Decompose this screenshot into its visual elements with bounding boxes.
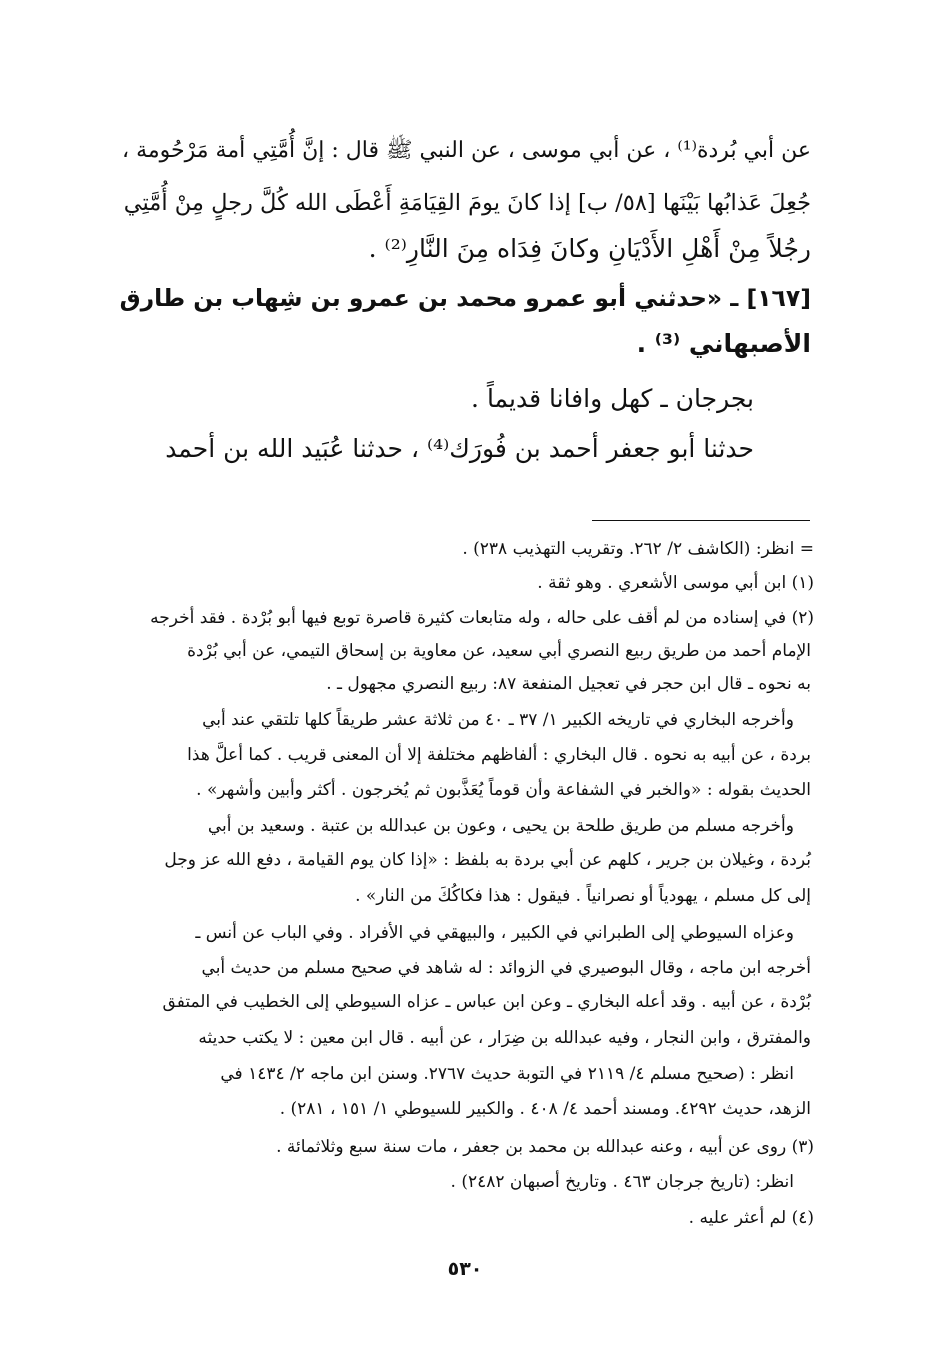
footnote-2-line: الحديث بقوله : «والخبر في الشفاعة وأن قوماً يُعَذَّبون ثم يُخرجون . أكثر وأبين وأشهر» . xyxy=(196,780,811,800)
footnote-2-line: وأخرجه مسلم من طريق طلحة بن يحيى ، وعون بن عبدالله بن عتبة . وسعيد بن أبي xyxy=(207,816,794,836)
footnote-2-line: انظر : (صحيح مسلم ٤/ ٢١١٩ في التوبة حديث ٢٧٦٧. وسنن ابن ماجه ٢/ ١٤٣٤ في xyxy=(220,1064,794,1084)
footnote-2-line: الزهد، حديث ٤٢٩٢. ومسند أحمد ٤/ ٤٠٨ . والكبير للسيوطي ١/ ١٥١ ، ٢٨١) . xyxy=(279,1099,811,1119)
footnote-3-source: انظر: (تاريخ جرجان ٤٦٣ . وتاريخ أصبهان ٢٤٨٢) . xyxy=(450,1172,794,1192)
footnote-2-line: إلى كل مسلم ، يهودياً أو نصرانياً . فيقول : هذا فكاكُكَ من النار» . xyxy=(355,886,811,906)
entry-description: بجرجان ـ كهل وافانا قديماً . xyxy=(471,384,754,413)
page-number: ٥٣٠ xyxy=(447,1258,483,1280)
footnote-2-line: والمفترق ، وابن النجار ، وفيه عبدالله بن ضِرَار ، عن أبيه . قال ابن معين : لا يكتب حديثه xyxy=(198,1028,811,1048)
main-text-line-1: عن أبي بُردة⁽¹⁾ ، عن أبي موسى ، عن النبي ﷺ قال : إنَّ أُمَّتِي أمة مَرْحُومة ، xyxy=(121,138,811,163)
footnote-2-line: (٢) في إسناده من لم أقف على حاله ، وله متابعات كثيرة قاصرة توبع فيها أبو بُرْدة . فقد أخرجه xyxy=(150,608,814,628)
entry-isnad: حدثنا أبو جعفر أحمد بن فُورَك⁽⁴⁾ ، حدثنا عُبَيد الله بن أحمد xyxy=(165,434,754,463)
entry-heading-line-1: [١٦٧] ـ «حدثني أبو عمرو محمد بن عمرو بن شِهاب بن طارق xyxy=(119,284,811,312)
footnote-3: (٣) روى عن أبيه ، وعنه عبدالله بن محمد بن جعفر ، مات سنة سبع وثلاثمائة . xyxy=(276,1137,814,1157)
footnote-2-line: بُردة ، وغيلان بن جرير ، كلهم عن أبي بردة به بلفظ : «إذا كان يوم القيامة ، دفع الله عز وجل xyxy=(164,850,811,870)
footnote-2-line: الإمام أحمد من طريق ربيع النصري أبي سعيد، عن معاوية بن إسحاق التيمي، عن أبي بُرْدة xyxy=(187,641,811,661)
footnote-2-line: بردة ، عن أبيه به نحوه . قال البخاري : ألفاظهم مختلفة إلا أن المعنى قريب . كما أعلَّ هذا xyxy=(187,745,811,765)
footnote-2-line: وأخرجه البخاري في تاريخه الكبير ١/ ٣٧ ـ ٤٠ من ثلاثة عشر طريقاً كلها تلتقي عند أبي xyxy=(202,710,794,730)
footnote-2-line: أخرجه ابن ماجه ، وقال البوصيري في الزوائد : له شاهد في صحيح مسلم من حديث أبي xyxy=(201,958,811,978)
footnote-2-line: وعزاه السيوطي إلى الطبراني في الكبير ، والبيهقي في الأفراد . وفي الباب عن أنس ـ xyxy=(195,923,794,943)
footnote-separator xyxy=(592,520,810,521)
entry-heading-line-2: الأصبهاني ⁽³⁾ . xyxy=(636,329,811,358)
footnote-2-line: به نحوه ـ قال ابن حجر في تعجيل المنفعة ٨٧: ربيع النصري مجهول ـ . xyxy=(326,674,811,694)
main-text-line-3: رجُلاً مِنْ أَهْلِ الأَدْيَانِ وكانَ فِدَاه مِنَ النَّارِ⁽²⁾ . xyxy=(368,234,811,263)
footnote-continuation: = انظر: (الكاشف ٢/ ٢٦٢. وتقريب التهذيب ٢٣٨) . xyxy=(462,539,814,559)
footnote-1: (١) ابن أبي موسى الأشعري . وهو ثقة . xyxy=(537,573,814,593)
footnote-2-line: بُرْدة ، عن أبيه . وقد أعله البخاري ـ وعن ابن عباس ـ عزاه السيوطي إلى الخطيب في المتفق xyxy=(162,992,811,1012)
footnote-4: (٤) لم أعثر عليه . xyxy=(688,1208,814,1228)
main-text-line-2: جُعِلَ عَذابُها بَيْنَها [٥٨/ ب] إذا كانَ يومَ القِيَامَةِ أَعْطَى الله كُلَّ رجلٍ مِنْ أُمَّتِي xyxy=(123,190,811,216)
